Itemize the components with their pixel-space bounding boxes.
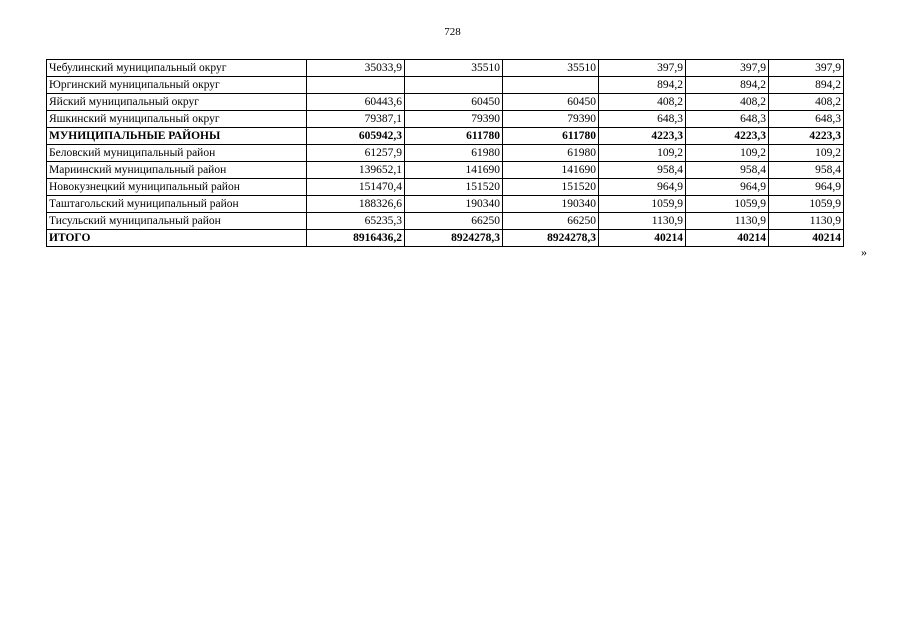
value-cell-2: 8924278,3 [405, 230, 503, 247]
value-cell-5: 648,3 [686, 111, 769, 128]
row-name-cell: Новокузнецкий муниципальный район [47, 179, 307, 196]
value-cell-2: 35510 [405, 60, 503, 77]
value-cell-1: 8916436,2 [307, 230, 405, 247]
table-row [47, 94, 844, 111]
row-name-cell: Яйский муниципальный округ [47, 94, 307, 111]
value-cell-3: 60450 [503, 94, 599, 111]
page-number: 728 [444, 26, 461, 38]
value-cell-1: 65235,3 [307, 213, 405, 230]
value-cell-4: 4223,3 [599, 128, 686, 145]
value-cell-1: 151470,4 [307, 179, 405, 196]
value-cell-3: 79390 [503, 111, 599, 128]
table-row [47, 77, 844, 94]
value-cell-3 [503, 77, 599, 94]
row-name-cell: Юргинский муниципальный округ [47, 77, 307, 94]
value-cell-6: 1130,9 [769, 213, 844, 230]
value-cell-6: 964,9 [769, 179, 844, 196]
value-cell-3: 141690 [503, 162, 599, 179]
value-cell-4: 958,4 [599, 162, 686, 179]
row-name-cell: Беловский муниципальный район [47, 145, 307, 162]
value-cell-3: 190340 [503, 196, 599, 213]
table-row [47, 196, 844, 213]
value-cell-2: 190340 [405, 196, 503, 213]
value-cell-6: 894,2 [769, 77, 844, 94]
value-cell-2: 141690 [405, 162, 503, 179]
row-name-cell: МУНИЦИПАЛЬНЫЕ РАЙОНЫ [47, 128, 307, 145]
value-cell-5: 894,2 [686, 77, 769, 94]
row-name-cell: Тисульский муниципальный район [47, 213, 307, 230]
value-cell-1: 35033,9 [307, 60, 405, 77]
value-cell-1: 605942,3 [307, 128, 405, 145]
table-row [47, 111, 844, 128]
table-row [47, 213, 844, 230]
value-cell-4: 109,2 [599, 145, 686, 162]
value-cell-6: 408,2 [769, 94, 844, 111]
value-cell-1: 139652,1 [307, 162, 405, 179]
row-name-cell: Яшкинский муниципальный округ [47, 111, 307, 128]
value-cell-1: 61257,9 [307, 145, 405, 162]
value-cell-6: 40214 [769, 230, 844, 247]
value-cell-6: 1059,9 [769, 196, 844, 213]
value-cell-3: 8924278,3 [503, 230, 599, 247]
value-cell-2: 60450 [405, 94, 503, 111]
row-name-cell: Таштагольский муниципальный район [47, 196, 307, 213]
value-cell-2: 151520 [405, 179, 503, 196]
value-cell-1: 60443,6 [307, 94, 405, 111]
value-cell-6: 4223,3 [769, 128, 844, 145]
value-cell-4: 397,9 [599, 60, 686, 77]
budget-table [46, 59, 844, 247]
value-cell-1: 188326,6 [307, 196, 405, 213]
value-cell-4: 1130,9 [599, 213, 686, 230]
value-cell-4: 408,2 [599, 94, 686, 111]
value-cell-6: 958,4 [769, 162, 844, 179]
table-body [47, 60, 844, 247]
value-cell-2: 79390 [405, 111, 503, 128]
table-row [47, 145, 844, 162]
value-cell-5: 397,9 [686, 60, 769, 77]
closing-quote-mark: » [861, 245, 867, 259]
value-cell-6: 397,9 [769, 60, 844, 77]
value-cell-4: 1059,9 [599, 196, 686, 213]
table-row [47, 128, 844, 145]
value-cell-4: 40214 [599, 230, 686, 247]
value-cell-2: 66250 [405, 213, 503, 230]
value-cell-1: 79387,1 [307, 111, 405, 128]
value-cell-6: 109,2 [769, 145, 844, 162]
value-cell-5: 40214 [686, 230, 769, 247]
value-cell-3: 151520 [503, 179, 599, 196]
value-cell-3: 35510 [503, 60, 599, 77]
value-cell-3: 66250 [503, 213, 599, 230]
value-cell-5: 408,2 [686, 94, 769, 111]
value-cell-5: 964,9 [686, 179, 769, 196]
value-cell-3: 611780 [503, 128, 599, 145]
value-cell-6: 648,3 [769, 111, 844, 128]
value-cell-5: 109,2 [686, 145, 769, 162]
value-cell-4: 964,9 [599, 179, 686, 196]
value-cell-2 [405, 77, 503, 94]
row-name-cell: Мариинский муниципальный район [47, 162, 307, 179]
row-name-cell: ИТОГО [47, 230, 307, 247]
value-cell-3: 61980 [503, 145, 599, 162]
value-cell-4: 648,3 [599, 111, 686, 128]
value-cell-5: 1130,9 [686, 213, 769, 230]
value-cell-5: 1059,9 [686, 196, 769, 213]
value-cell-5: 958,4 [686, 162, 769, 179]
table-row [47, 60, 844, 77]
row-name-cell: Чебулинский муниципальный округ [47, 60, 307, 77]
table-row [47, 162, 844, 179]
table-row [47, 230, 844, 247]
value-cell-4: 894,2 [599, 77, 686, 94]
value-cell-5: 4223,3 [686, 128, 769, 145]
value-cell-2: 611780 [405, 128, 503, 145]
value-cell-1 [307, 77, 405, 94]
table-row [47, 179, 844, 196]
value-cell-2: 61980 [405, 145, 503, 162]
